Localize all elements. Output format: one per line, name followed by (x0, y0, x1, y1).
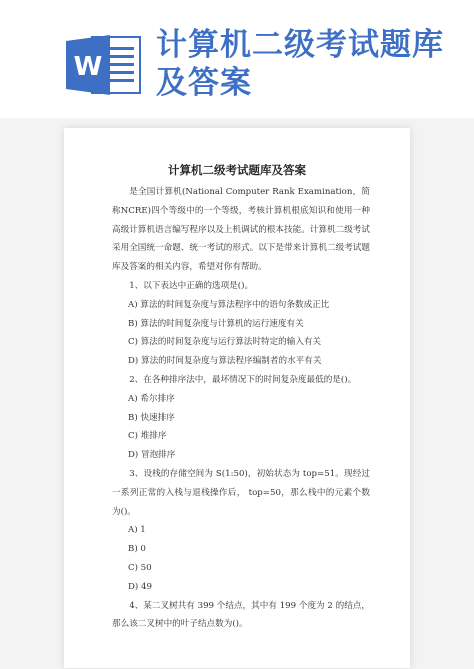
document-body (112, 183, 370, 634)
answer-option: B) 快速排序 (128, 412, 175, 423)
document-paragraph: 1、以下表达中正确的选项是()。 (129, 280, 254, 291)
document-paragraph: 2、在各种排序法中，最坏情况下的时间复杂度最低的是()。 (129, 374, 357, 385)
document-title: 计算机二级考试题库及答案 (168, 163, 306, 177)
answer-option: B) 0 (128, 544, 146, 555)
answer-option: D) 冒泡排序 (128, 450, 176, 461)
svg-text:W: W (73, 52, 103, 82)
answer-option: D) 算法的时间复杂度与算法程序编制者的水平有关 (128, 356, 322, 367)
answer-option: A) 希尔排序 (128, 393, 175, 404)
banner-title: 计算机二级考试题库及答案 (156, 27, 444, 101)
answer-option: C) 堆排序 (128, 431, 167, 442)
document-paragraph: 是全国计算机(National Computer Rank Examination，简称NCRE)四个等级中的一个等级，考核计算机根底知识和使用一种高级计算机语言编写程序以及上机调试的根本技能。计算机二级考试采用全国统一命题、统一考试的形式。以下是带来计算机二级考试题库及答案的相关内容，希望对你有帮助。 (112, 187, 370, 273)
answer-option: B) 算法的时间复杂度与计算机的运行速度有关 (128, 318, 304, 329)
document-page (64, 128, 410, 668)
document-paragraph: 4、某二叉树共有 399 个结点，其中有 199 个度为 2 的结点，那么该二叉树中的叶子结点数为()。 (112, 600, 370, 630)
word-document-icon (64, 35, 142, 95)
answer-option: D) 49 (128, 581, 152, 592)
document-paragraph: 3、设栈的存储空间为 S(1:50)，初始状态为 top=51。现经过一系列正常的入栈与退栈操作后， top=50，那么栈中的元素个数为()。 (112, 468, 370, 517)
answer-option: C) 50 (128, 562, 152, 573)
answer-option: A) 算法的时间复杂度与算法程序中的语句条数成正比 (128, 299, 330, 310)
answer-option: A) 1 (128, 525, 146, 536)
banner (0, 0, 474, 118)
answer-option: C) 算法的时间复杂度与运行算法时特定的输入有关 (128, 337, 322, 348)
